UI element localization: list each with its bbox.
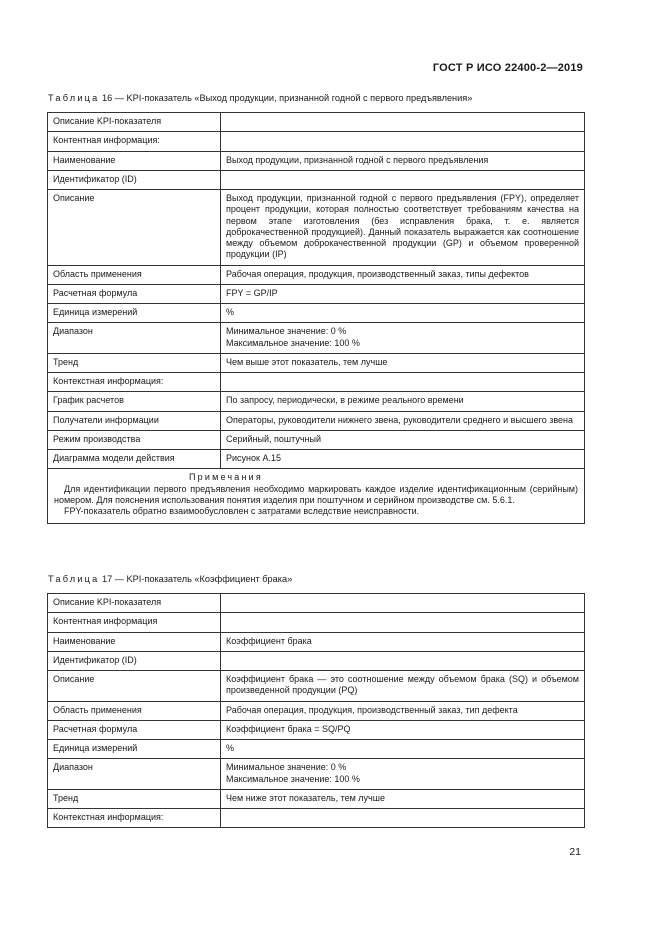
row-label: Описание [48,190,221,266]
note-paragraph-1: Для идентификации первого предъявления необходимо маркировать каждое изделие идентификационным (серийным) номером. Для пояснения использования понятия изделия при поштучном и серийном производстве см. 5.6.1. [54,483,578,505]
row-label: Тренд [48,789,221,808]
table-row [48,594,585,613]
row-label: Описание KPI-показателя [48,594,221,613]
row-label: Режим производства [48,430,221,449]
row-label: Область применения [48,265,221,284]
table-row [48,411,585,430]
table-row [48,132,585,151]
page-number: 21 [569,846,581,858]
table-row [48,190,585,266]
table-row [48,789,585,808]
table-17 [47,593,585,828]
row-value: % [221,304,585,323]
row-value [221,651,585,670]
row-label: Наименование [48,151,221,170]
table-row [48,353,585,372]
table-row [48,284,585,303]
table-row [48,323,585,354]
document-standard-header: ГОСТ Р ИСО 22400-2—2019 [432,62,583,74]
row-value: Коэффициент брака — это соотношение между объемом брака (SQ) и объемом произведенной продукции (PQ) [221,671,585,702]
row-value: Рабочая операция, продукция, производственный заказ, типы дефектов [221,265,585,284]
row-value [221,759,585,790]
row-value [221,170,585,189]
table-row [48,265,585,284]
row-value [221,594,585,613]
row-label: Единица измерений [48,304,221,323]
table-row [48,651,585,670]
table-16-caption-prefix: Таблица [48,93,100,103]
table-row [48,373,585,392]
row-label: Описание [48,671,221,702]
row-value: Серийный, поштучный [221,430,585,449]
row-value [221,323,585,354]
table-row [48,720,585,739]
row-value: FPY = GP/IP [221,284,585,303]
table-17-caption-text: 17 — KPI-показатель «Коэффициент брака» [102,574,293,584]
row-label: Описание KPI-показателя [48,113,221,132]
row-label: Диапазон [48,759,221,790]
row-value: Выход продукции, признанной годной с первого предъявления [221,151,585,170]
table-16-body [48,113,585,524]
row-label: Диапазон [48,323,221,354]
note-paragraph-2: FPY-показатель обратно взаимообусловлен с затратами вследствие неисправности. [64,506,420,516]
range-min: Минимальное значение: 0 % [226,326,347,337]
table-row [48,740,585,759]
row-label: Контентная информация: [48,132,221,151]
table-row [48,632,585,651]
table-row [48,170,585,189]
row-label: Контекстная информация: [48,373,221,392]
table-row [48,430,585,449]
row-value: Коэффициент брака = SQ/PQ [221,720,585,739]
range-max: Максимальное значение: 100 % [226,337,360,348]
table-row [48,759,585,790]
table-row [48,701,585,720]
row-label: Тренд [48,353,221,372]
row-label: График расчетов [48,392,221,411]
table-16-caption-text: 16 — KPI-показатель «Выход продукции, признанной годной с первого предъявления» [102,93,473,103]
row-value: По запросу, периодически, в режиме реального времени [221,392,585,411]
row-label: Идентификатор (ID) [48,170,221,189]
table-17-caption [48,574,292,584]
note-title: Примечания [189,472,263,483]
row-label: Контентная информация [48,613,221,632]
row-value: Коэффициент брака [221,632,585,651]
table-note-row [48,469,585,524]
row-value: Чем ниже этот показатель, тем лучше [221,789,585,808]
row-value [221,132,585,151]
row-value: Выход продукции, признанной годной с первого предъявления (FPY), определяет процент продукции, которая полностью соответствует требованиям качества на первом этапе изготовления (без исправления брака, т. е. является доброкачественной продукцией). Данный показатель выражается как соотношение между объемом доброкачественной продукции (GP) и объемом проверенной продукции (IP) [221,190,585,266]
row-value [221,809,585,828]
row-value [221,613,585,632]
table-row [48,450,585,469]
table-row [48,392,585,411]
table-row [48,809,585,828]
row-label: Диаграмма модели действия [48,450,221,469]
table-row [48,671,585,702]
table-16 [47,112,585,524]
row-value [221,373,585,392]
table-row [48,151,585,170]
table-row [48,304,585,323]
table-17-body [48,594,585,828]
row-value: Рисунок А.15 [221,450,585,469]
table-17-caption-prefix: Таблица [48,574,100,584]
row-label: Расчетная формула [48,284,221,303]
row-label: Идентификатор (ID) [48,651,221,670]
row-label: Область применения [48,701,221,720]
row-value: % [221,740,585,759]
table-16-note [48,469,585,524]
table-row [48,113,585,132]
row-value: Чем выше этот показатель, тем лучше [221,353,585,372]
row-value [221,113,585,132]
range-min: Минимальное значение: 0 % [226,762,347,773]
table-16-caption [48,93,472,103]
row-label: Получатели информации [48,411,221,430]
row-label: Единица измерений [48,740,221,759]
row-label: Наименование [48,632,221,651]
range-max: Максимальное значение: 100 % [226,773,360,784]
row-value: Рабочая операция, продукция, производственный заказ, тип дефекта [221,701,585,720]
row-label: Контекстная информация: [48,809,221,828]
row-label: Расчетная формула [48,720,221,739]
row-value: Операторы, руководители нижнего звена, руководители среднего и высшего звена [221,411,585,430]
table-row [48,613,585,632]
